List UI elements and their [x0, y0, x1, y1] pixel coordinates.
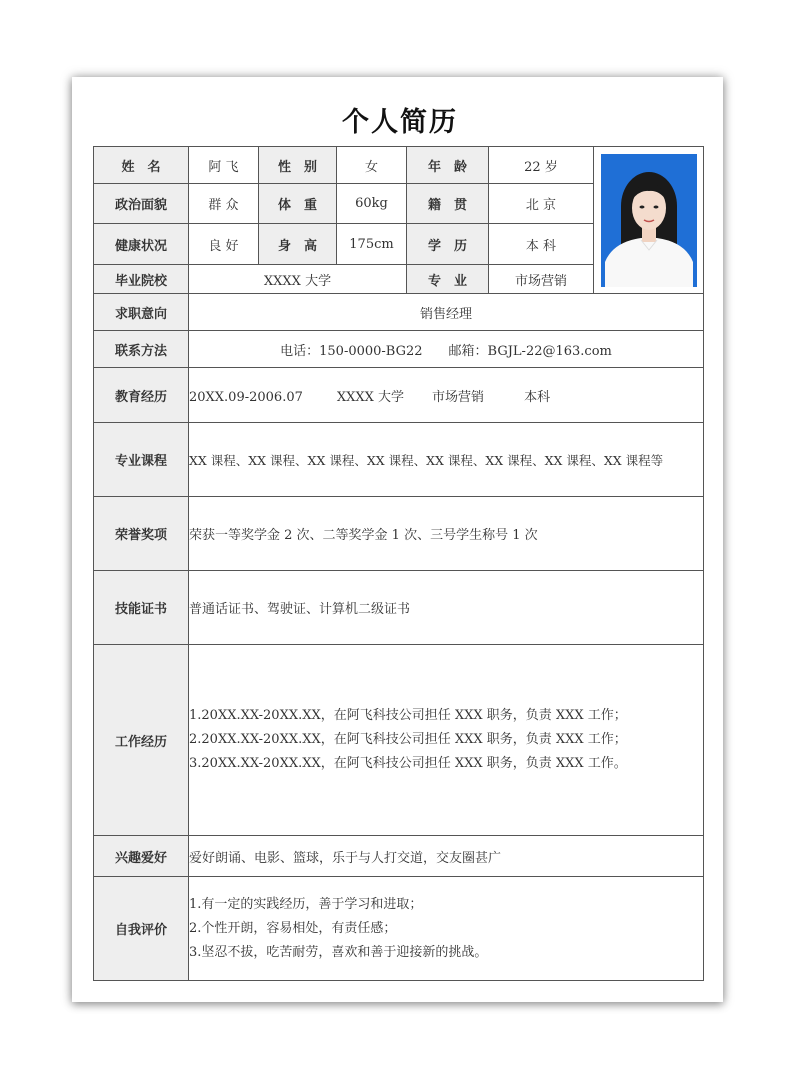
education-degree: 本科	[524, 389, 551, 405]
education-major: 市场营销	[432, 389, 485, 405]
self-eval-value	[189, 877, 704, 981]
work-item: 1.20XX.XX-20XX.XX，在阿飞科技公司担任 XXX 职务，负责 XXX 工作；	[189, 708, 627, 723]
courses-label: 专业课程	[94, 423, 189, 497]
row-courses	[94, 423, 704, 497]
health-label: 健康状况	[94, 224, 189, 265]
gender-value: 女	[337, 147, 407, 184]
name-value: 阿 飞	[189, 147, 259, 184]
height-value: 175cm	[337, 224, 407, 265]
health-value: 良 好	[189, 224, 259, 265]
row-work	[94, 645, 704, 836]
age-label: 年 龄	[407, 147, 489, 184]
education-school: XXXX 大学	[336, 389, 405, 405]
weight-value: 60kg	[337, 184, 407, 224]
name-label: 姓 名	[94, 147, 189, 184]
major-label: 专 业	[407, 265, 489, 294]
portrait-photo-icon	[601, 154, 697, 287]
degree-value: 本 科	[489, 224, 594, 265]
work-value	[189, 645, 704, 836]
row-skills	[94, 571, 704, 645]
row-basic-1	[94, 147, 704, 184]
education-label: 教育经历	[94, 368, 189, 423]
height-label: 身 高	[259, 224, 337, 265]
work-label: 工作经历	[94, 645, 189, 836]
school-value: XXXX 大学	[189, 265, 407, 294]
major-value: 市场营销	[489, 265, 594, 294]
degree-label: 学 历	[407, 224, 489, 265]
photo-cell	[594, 147, 704, 294]
row-objective	[94, 294, 704, 331]
age-value: 22 岁	[489, 147, 594, 184]
weight-label: 体 重	[259, 184, 337, 224]
page-title: 个人简历	[342, 107, 458, 138]
work-item: 3.20XX.XX-20XX.XX，在阿飞科技公司担任 XXX 职务，负责 XXX 工作。	[189, 756, 627, 771]
row-hobbies	[94, 836, 704, 877]
courses-value: XX 课程、XX 课程、XX 课程、XX 课程、XX 课程、XX 课程、XX 课程、XX 课程等	[189, 423, 704, 497]
honors-label: 荣誉奖项	[94, 497, 189, 571]
political-value: 群 众	[189, 184, 259, 224]
hobbies-value: 爱好朗诵、电影、篮球，乐于与人打交道，交友圈甚广	[189, 836, 704, 877]
resume-table	[93, 146, 704, 981]
political-label: 政治面貌	[94, 184, 189, 224]
hometown-label: 籍 贯	[407, 184, 489, 224]
hobbies-label: 兴趣爱好	[94, 836, 189, 877]
self-eval-label: 自我评价	[94, 877, 189, 981]
education-period: 20XX.09-2006.07	[189, 389, 303, 405]
row-self-eval	[94, 877, 704, 981]
objective-label: 求职意向	[94, 294, 189, 331]
row-contact	[94, 331, 704, 368]
honors-value: 荣获一等奖学金 2 次、二等奖学金 1 次、三号学生称号 1 次	[189, 497, 704, 571]
contact-value: 电话：150-0000-BG22 邮箱：BGJL-22@163.com	[189, 331, 704, 368]
skills-label: 技能证书	[94, 571, 189, 645]
contact-label: 联系方法	[94, 331, 189, 368]
self-eval-item: 3.坚忍不拔，吃苦耐劳，喜欢和善于迎接新的挑战。	[189, 944, 488, 960]
hometown-value: 北 京	[489, 184, 594, 224]
row-honors	[94, 497, 704, 571]
row-education	[94, 368, 704, 423]
education-value	[189, 368, 704, 423]
gender-label: 性 别	[259, 147, 337, 184]
objective-value: 销售经理	[189, 294, 704, 331]
work-item: 2.20XX.XX-20XX.XX，在阿飞科技公司担任 XXX 职务，负责 XXX 工作；	[189, 732, 627, 747]
school-label: 毕业院校	[94, 265, 189, 294]
self-eval-item: 2.个性开朗，容易相处，有责任感；	[189, 920, 397, 936]
self-eval-item: 1.有一定的实践经历，善于学习和进取；	[189, 896, 423, 912]
skills-value: 普通话证书、驾驶证、计算机二级证书	[189, 571, 704, 645]
